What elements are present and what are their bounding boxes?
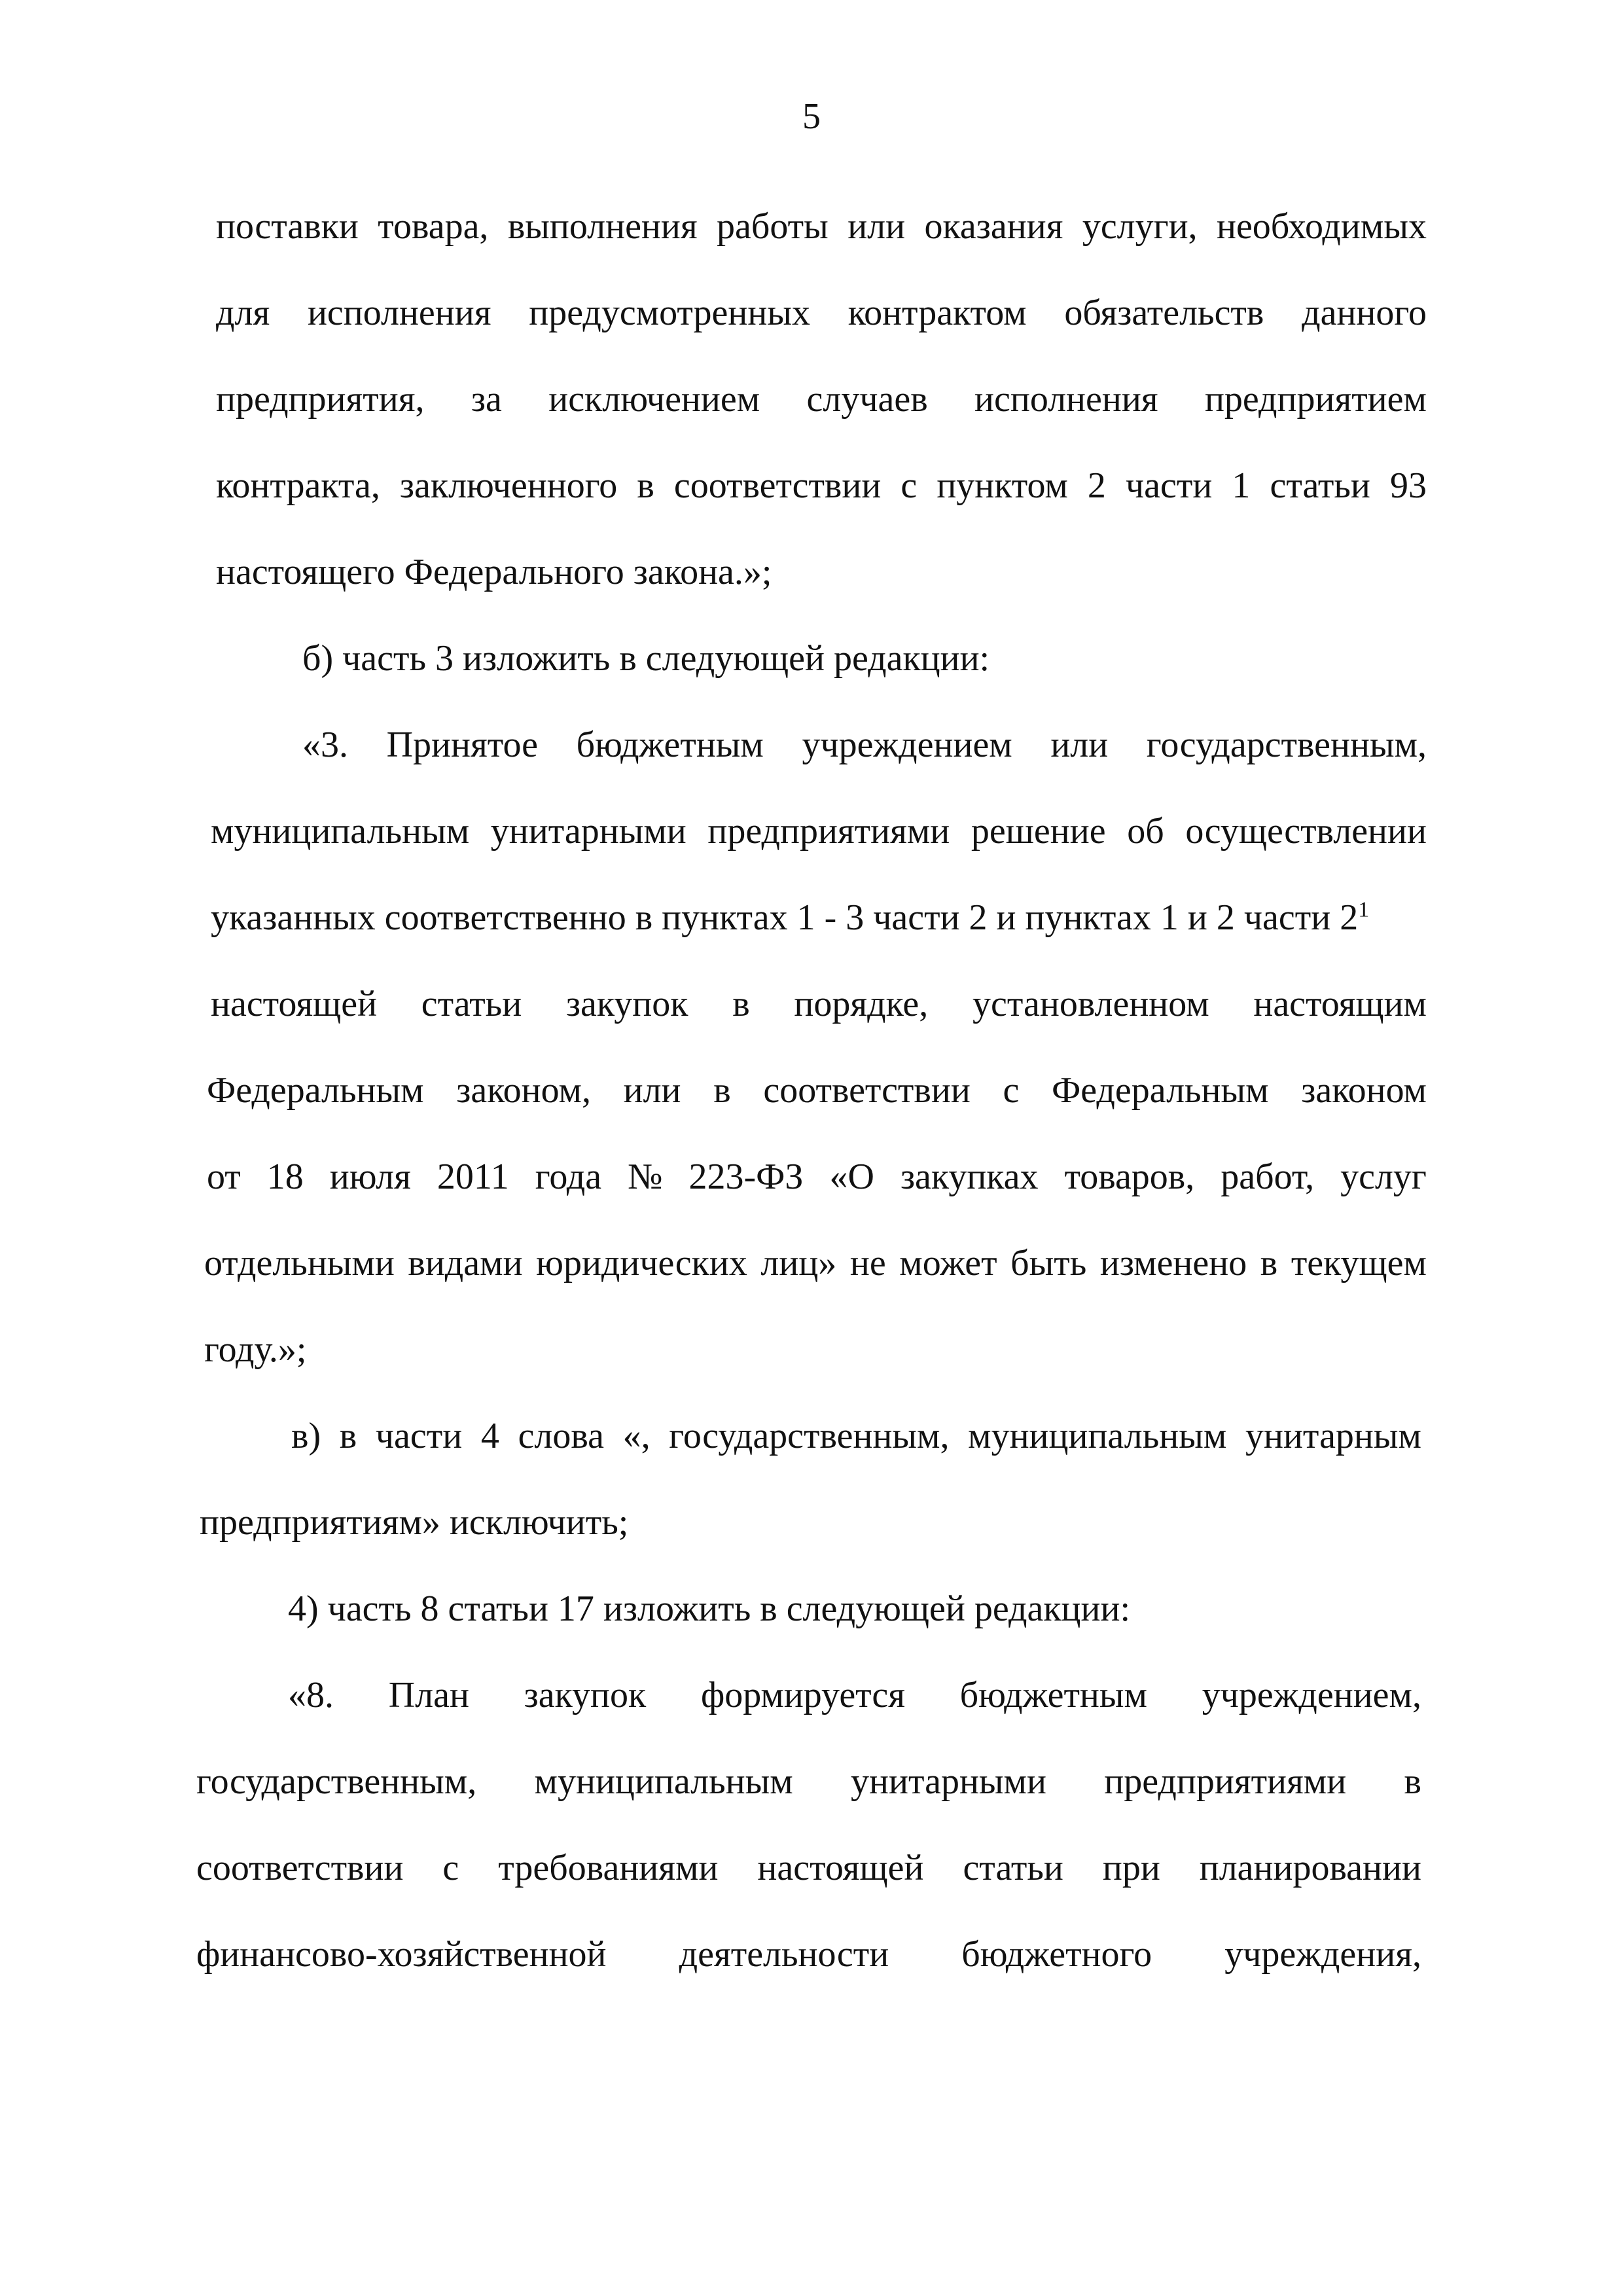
text-line: Федеральным законом, или в соответствии с Федеральным законом (207, 1070, 1427, 1111)
superscript: 1 (1358, 897, 1370, 922)
text-line: предприятиям» исключить; (200, 1502, 629, 1543)
text-line: указанных соответственно в пунктах 1 - 3 части 2 и пунктах 1 и 2 части $2^1$ (211, 897, 1370, 938)
text-line: б) часть 3 изложить в следующей редакции: (302, 638, 990, 679)
text-line: государственным, муниципальным унитарными предприятиями в (196, 1761, 1421, 1802)
text-line: настоящего Федерального закона.»; (216, 552, 772, 592)
text-line: от 18 июля 2011 года № 223-ФЗ «О закупках товаров, работ, услуг (207, 1157, 1427, 1197)
text-line: контракта, заключенного в соответствии с пунктом 2 части 1 статьи 93 (216, 465, 1427, 506)
text-line: году.»; (204, 1329, 307, 1370)
text-line: настоящей статьи закупок в порядке, установленном настоящим (211, 984, 1427, 1024)
text-line: муниципальным унитарными предприятиями решение об осуществлении (211, 811, 1427, 852)
text-line: в) в части 4 слова «, государственным, муниципальным унитарным (291, 1416, 1421, 1456)
text-line: финансово-хозяйственной деятельности бюджетного учреждения, (196, 1934, 1421, 1975)
text-line: соответствии с требованиями настоящей статьи при планировании (196, 1848, 1421, 1888)
text-line: поставки товара, выполнения работы или оказания услуги, необходимых (216, 206, 1427, 247)
page-number: 5 (802, 96, 821, 137)
text-line: отдельными видами юридических лиц» не может быть изменено в текущем (204, 1243, 1427, 1283)
text-line: «8. План закупок формируется бюджетным учреждением, (288, 1675, 1421, 1715)
text-line: «3. Принятое бюджетным учреждением или государственным, (302, 725, 1427, 765)
text-line: 4) часть 8 статьи 17 изложить в следующей редакции: (288, 1588, 1131, 1629)
text-line: предприятия, за исключением случаев исполнения предприятием (216, 379, 1427, 420)
text-line: для исполнения предусмотренных контрактом обязательств данного (216, 293, 1427, 333)
